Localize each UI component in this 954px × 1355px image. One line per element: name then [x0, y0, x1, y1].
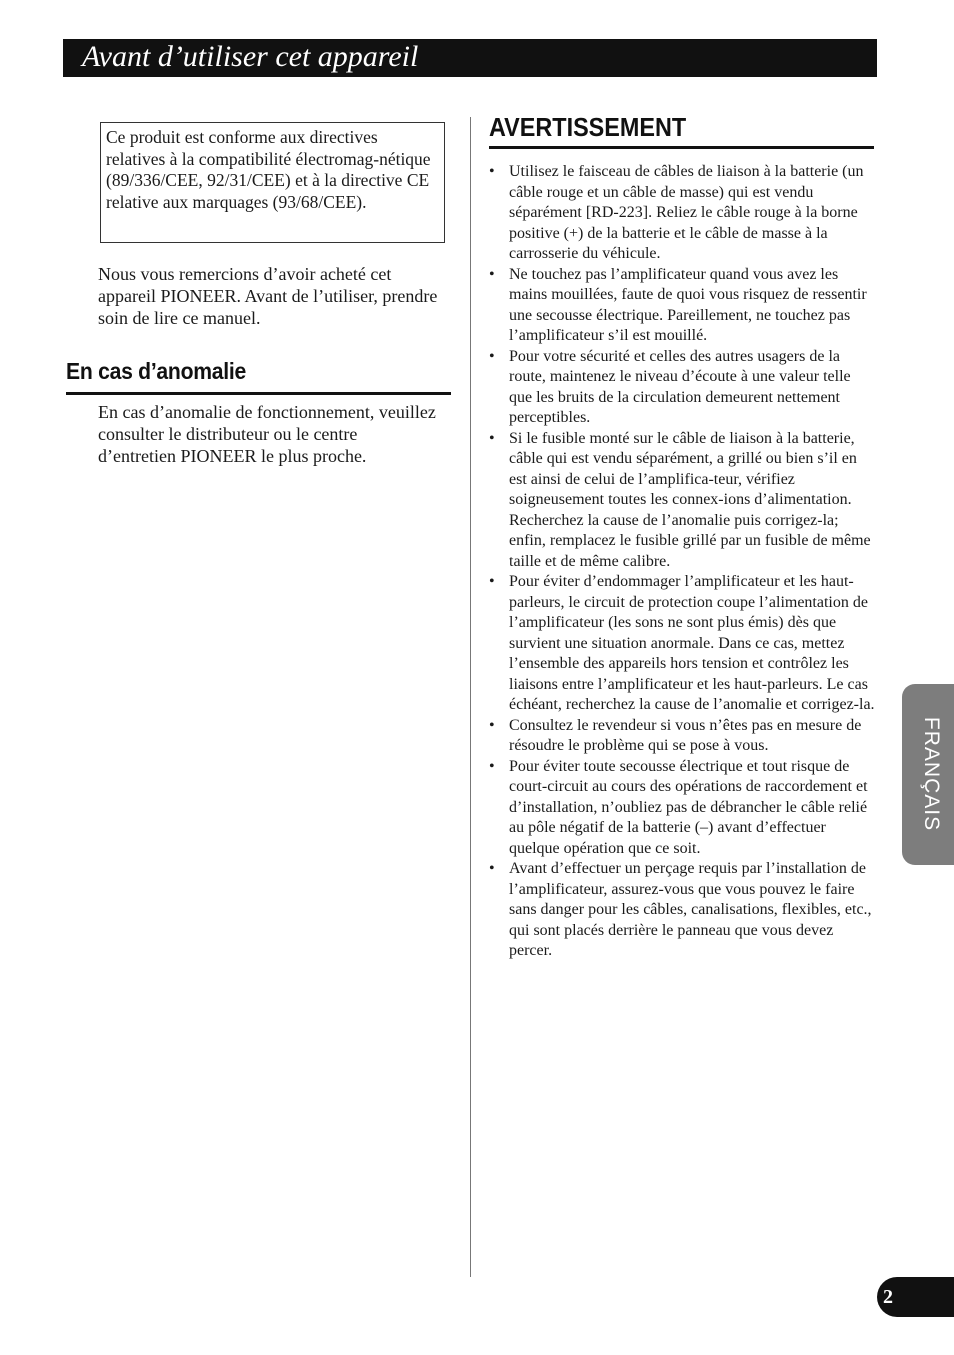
- page-title: Avant d’utiliser cet appareil: [82, 40, 419, 73]
- anomalie-heading-rule: [66, 392, 451, 395]
- warning-item: • Pour éviter toute secousse électrique et tout risque de court-circuit au cours des opérations de raccordement et d’installation, n’oubliez pas de débrancher le câble relié au pôle négatif de la batterie (–) avant d’effectuer quelque opération que ce soit.: [489, 757, 877, 860]
- page-number: 2: [883, 1286, 893, 1308]
- anomalie-paragraph: En cas d’anomalie de fonctionnement, veuillez consulter le distributeur ou le centre d’entretien PIONEER le plus proche.: [98, 402, 436, 466]
- warning-item: • Pour votre sécurité et celles des autres usagers de la route, maintenez le niveau d’écoute à une valeur telle que les bruits de la circulation demeurent nettement perceptibles.: [489, 347, 877, 429]
- warning-list: [489, 162, 877, 962]
- warning-item: • Ne touchez pas l’amplificateur quand vous avez les mains mouillées, faute de quoi vous risquez de ressentir une secousse électrique. Pareillement, ne touchez pas l’amplificateur s’il est mouillé.: [489, 265, 877, 347]
- header-bar: [63, 39, 877, 77]
- ce-notice-box: Ce produit est conforme aux directives relatives à la compatibilité électromag-nétique (89/336/CEE, 92/31/CEE) et à la directive CE relative aux marquages (93/68/CEE).: [100, 122, 445, 243]
- warning-item: • Avant d’effectuer un perçage requis par l’installation de l’amplificateur, assurez-vous que vous pouvez le faire sans danger pour les câbles, canalisations, flexibles, etc., qui sont placés derrière le panneau que vous devez percer.: [489, 859, 877, 962]
- warning-item: • Si le fusible monté sur le câble de liaison à la batterie, câble qui est vendu séparément, a grillé ou bien s’il en est ainsi de celui de l’amplifica-teur, vérifiez soigneusement toutes les connex-ions d’alimentation. Recherchez la cause de l’anomalie puis corrigez-la; enfin, remplacez le fusible grillé par un fusible de même taille et de même calibre.: [489, 429, 877, 573]
- warning-item: • Utilisez le faisceau de câbles de liaison à la batterie (un câble rouge et un câble de masse) qui est vendu séparément [RD-223]. Reliez le câble rouge à la borne positive (+) de la batterie et le câble de masse à la carrosserie du véhicule.: [489, 162, 877, 265]
- intro-paragraph: Nous vous remercions d’avoir acheté cet appareil PIONEER. Avant de l’utiliser, prendre soin de lire ce manuel.: [98, 264, 438, 328]
- warning-item: • Pour éviter d’endommager l’amplificateur et les haut-parleurs, le circuit de protection coupe l’alimentation de l’amplificateur (les sons ne sont plus émis) dès que survient une situation anormale. Dans ce cas, mettez l’ensemble des appareils hors tension et contrôlez les liaisons entre l’amplificateur et les haut-parleurs. Le cas échéant, recherchez la cause de l’anomalie et corrigez-la.: [489, 572, 877, 716]
- warning-heading-rule: [489, 146, 874, 149]
- anomalie-heading: En cas d’anomalie: [66, 358, 246, 384]
- column-divider: [470, 117, 471, 1277]
- language-tab-label: FRANÇAIS: [920, 716, 943, 832]
- warning-heading: AVERTISSEMENT: [489, 112, 687, 142]
- warning-item: • Consultez le revendeur si vous n’êtes pas en mesure de résoudre le problème qui se pose à vous.: [489, 716, 877, 757]
